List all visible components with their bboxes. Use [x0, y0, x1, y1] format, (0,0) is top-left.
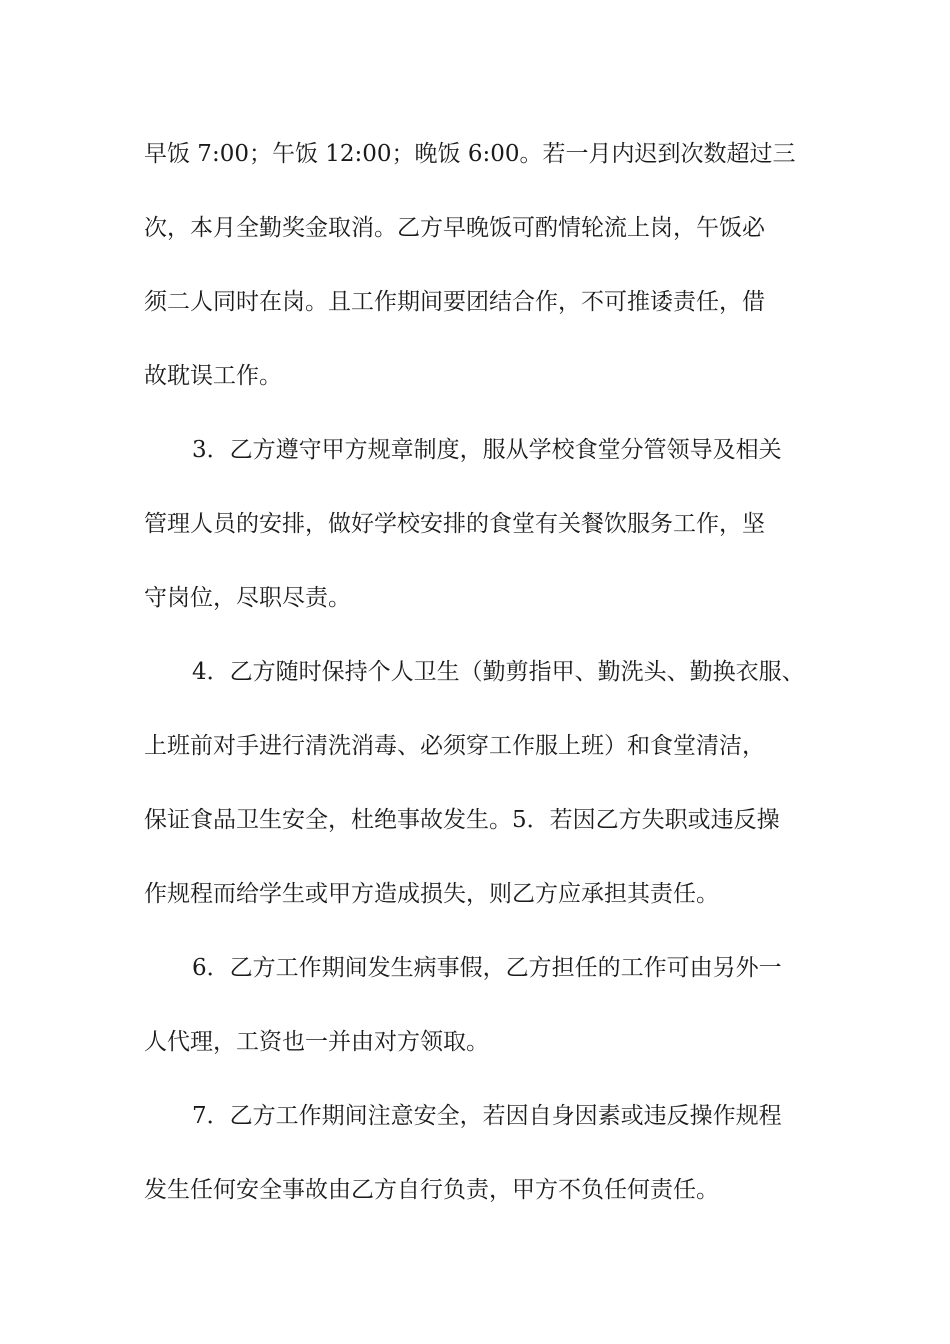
clause-3-line-3: 守岗位，尽职尽责。 — [144, 585, 351, 611]
clause-4-line-3: 保证食品卫生安全，杜绝事故发生。5．若因乙方失职或违反操 — [144, 807, 780, 833]
clause-6-line-2: 人代理，工资也一并由对方领取。 — [144, 1029, 489, 1055]
document-body — [144, 124, 844, 1234]
clause-3-line-1: 3．乙方遵守甲方规章制度，服从学校食堂分管领导及相关 — [192, 437, 782, 463]
clause-6-line-1: 6．乙方工作期间发生病事假，乙方担任的工作可由另外一 — [192, 955, 782, 981]
text-line-2: 次，本月全勤奖金取消。乙方早晚饭可酌情轮流上岗，午饭必 — [144, 215, 765, 241]
clause-4-line-2: 上班前对手进行清洗消毒、必须穿工作服上班）和食堂清洁， — [144, 733, 765, 759]
clause-3-line-2: 管理人员的安排，做好学校安排的食堂有关餐饮服务工作，坚 — [144, 511, 765, 537]
text-line-1: 早饭 7:00；午饭 12:00；晚饭 6:00。若一月内迟到次数超过三 — [144, 141, 796, 167]
clause-7-line-1: 7．乙方工作期间注意安全，若因自身因素或违反操作规程 — [192, 1103, 782, 1129]
clause-7-line-2: 发生任何安全事故由乙方自行负责，甲方不负任何责任。 — [144, 1177, 719, 1203]
text-line-4: 故耽误工作。 — [144, 363, 282, 389]
clause-4-line-1: 4．乙方随时保持个人卫生（勤剪指甲、勤洗头、勤换衣服、 — [192, 659, 805, 685]
clause-5-line-1: 作规程而给学生或甲方造成损失，则乙方应承担其责任。 — [144, 881, 719, 907]
text-line-3: 须二人同时在岗。且工作期间要团结合作，不可推诿责任，借 — [144, 289, 765, 315]
